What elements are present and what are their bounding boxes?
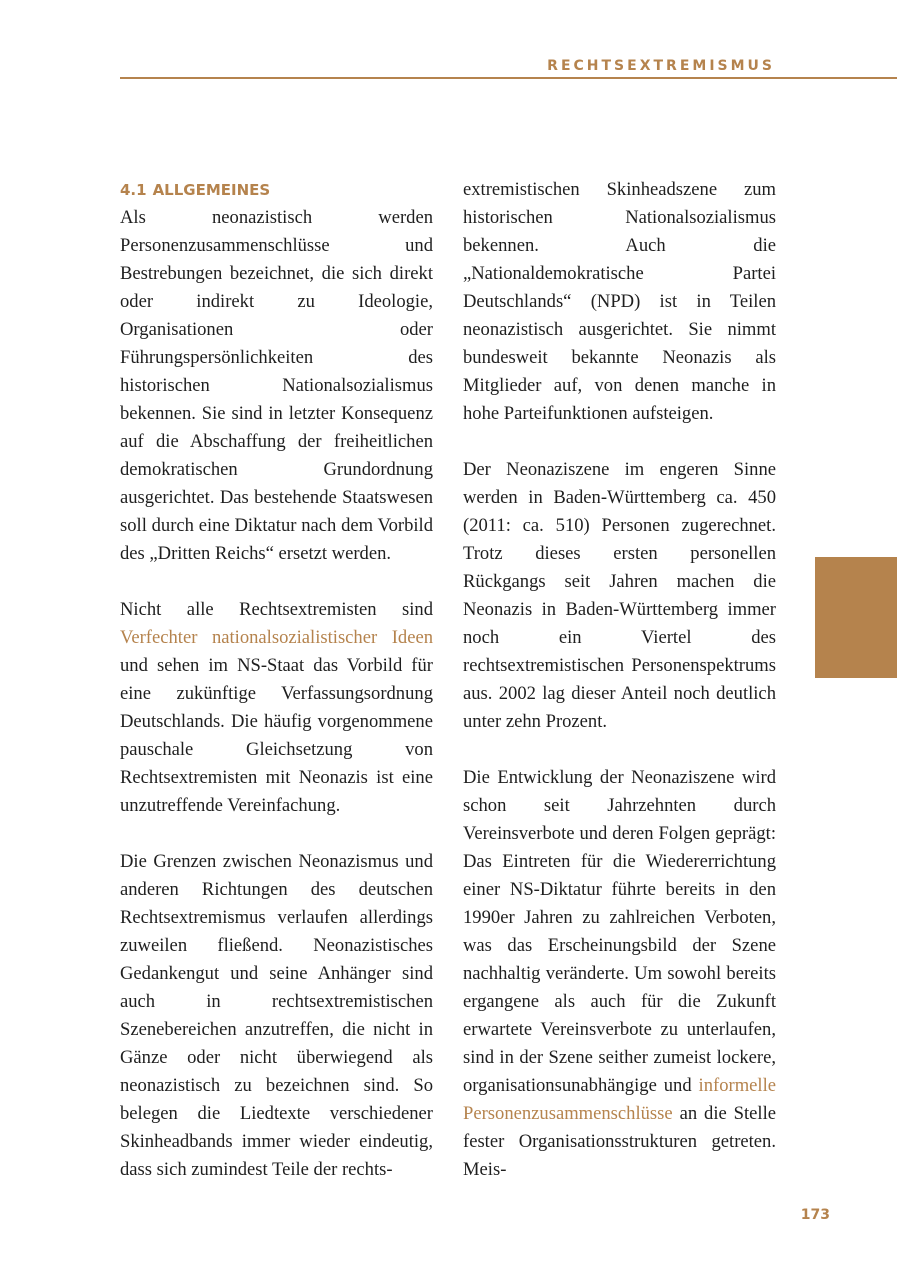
paragraph-text: und sehen im NS-Staat das Vorbild für eine zukünftige Verfassungsordnung Deutschlands. Die häufig vorgenommene pauschale Gleichsetzung von Rechtsextremisten mit Neonazis ist eine unzutreffende Vereinfachung. — [120, 655, 433, 816]
glossary-link[interactable]: informelle Personenzusammenschlüsse — [463, 1075, 776, 1124]
paragraph — [463, 764, 776, 1184]
left-column — [120, 176, 433, 1212]
chapter-tab — [815, 557, 897, 678]
glossary-link[interactable]: Verfechter nationalsozialistischer Ideen — [120, 627, 433, 648]
right-column — [463, 176, 776, 1212]
section-heading — [120, 176, 433, 204]
paragraph-text: Nicht alle Rechtsextremisten sind — [120, 599, 433, 620]
section-number: 4.1 — [120, 181, 147, 199]
header-rule — [120, 77, 897, 79]
paragraph: Als neonazistisch werden Personenzusammenschlüsse und Bestrebungen bezeichnet, die sich direkt oder indirekt zu Ideologie, Organisationen oder Führungspersönlichkeiten des historischen Nationalsozialismus bekennen. Sie sind in letzter Konsequenz auf die Abschaffung der freiheitlichen demokratischen Grundordnung ausgerichtet. Das bestehende Staatswesen soll durch eine Diktatur nach dem Vorbild des „Dritten Reichs“ ersetzt werden. — [120, 207, 433, 564]
page-number: 173 — [800, 1207, 830, 1223]
running-title: RECHTSEXTREMISMUS — [547, 58, 775, 74]
paragraph: extremistischen Skinheadszene zum historischen Nationalsozialismus bekennen. Auch die „Nationaldemokratische Partei Deutschlands“ (NPD) ist in Teilen neonazistisch ausgerichtet. Sie nimmt bundesweit bekannte Neonazis als Mitglieder auf, von denen manche in hohe Parteifunktionen aufsteigen. — [463, 179, 776, 424]
paragraph: Der Neonaziszene im engeren Sinne werden in Baden-Württemberg ca. 450 (2011: ca. 510) Personen zugerechnet. Trotz dieses ersten personellen Rückgangs seit Jahren machen die Neonazis in Baden-Württemberg immer noch ein Viertel des rechtsextremistischen Personenspektrums aus. 2002 lag dieser Anteil noch deutlich unter zehn Prozent. — [463, 459, 776, 732]
section-title: ALLGEMEINES — [152, 181, 271, 199]
paragraph: Die Grenzen zwischen Neonazismus und anderen Richtungen des deutschen Rechtsextremismus verlaufen allerdings zuweilen fließend. Neonazistisches Gedankengut und seine Anhänger sind auch in rechtsextremistischen Szenebereichen anzutreffen, die nicht in Gänze oder nicht überwiegend als neonazistisch zu bezeichnen sind. So belegen die Liedtexte verschiedener Skinheadbands immer wieder eindeutig, dass sich zumindest Teile der rechts- — [120, 851, 433, 1180]
paragraph-text: Die Entwicklung der Neonaziszene wird schon seit Jahrzehnten durch Vereinsverbote und deren Folgen geprägt: Das Eintreten für die Wiedererrichtung einer NS-Diktatur führte bereits in den 1990er Jahren zu zahlreichen Verboten, was das Erscheinungsbild der Szene nachhaltig veränderte. Um sowohl bereits ergangene als auch für die Zukunft erwartete Vereinsverbote zu unterlaufen, sind in der Szene seither zumeist lockere, organisationsunabhängige und — [463, 767, 776, 1096]
paragraph-text: an die Stelle fester Organisationsstrukturen getreten. Meis- — [463, 1103, 776, 1180]
paragraph — [120, 596, 433, 820]
